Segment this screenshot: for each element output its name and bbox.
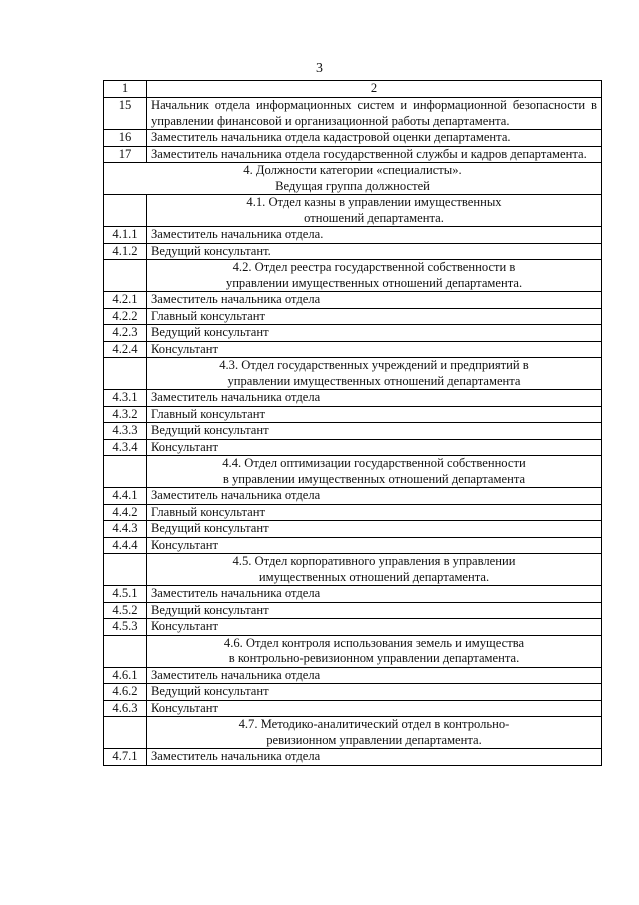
row-number: 4.4.4 (104, 537, 147, 554)
section-heading-row (104, 358, 602, 390)
row-number: 16 (104, 130, 147, 147)
row-number: 4.6.3 (104, 700, 147, 717)
row-number: 15 (104, 98, 147, 130)
row-number: 4.5.1 (104, 586, 147, 603)
row-number: 4.3.2 (104, 406, 147, 423)
table-row (104, 700, 602, 717)
row-text: Главный консультант (147, 504, 602, 521)
table-row (104, 406, 602, 423)
row-number: 4.6.2 (104, 684, 147, 701)
row-text: Заместитель начальника отдела (147, 488, 602, 505)
table-row (104, 439, 602, 456)
row-number: 4.3.1 (104, 390, 147, 407)
row-text: Начальник отдела информационных систем и информационной безопасности в управлении финансовой и организационной работы департамента. (147, 98, 602, 130)
section-heading-row (104, 554, 602, 586)
table-row (104, 423, 602, 440)
row-number: 4.3.3 (104, 423, 147, 440)
section-title (147, 635, 602, 667)
row-text: Ведущий консультант (147, 423, 602, 440)
row-text: Заместитель начальника отдела (147, 292, 602, 309)
section-number-cell (104, 358, 147, 390)
table-row (104, 292, 602, 309)
row-number: 4.2.3 (104, 325, 147, 342)
header-col-1: 1 (104, 81, 147, 98)
section-title-line: отношений департамента. (304, 210, 444, 225)
section-heading-row (104, 635, 602, 667)
table-row (104, 130, 602, 147)
row-text: Консультант (147, 439, 602, 456)
table-row (104, 390, 602, 407)
section-title-line: 4.2. Отдел реестра государственной собственности в (232, 260, 516, 274)
section-title (147, 260, 602, 292)
row-number: 4.2.1 (104, 292, 147, 309)
row-text: Ведущий консультант. (147, 243, 602, 260)
category-heading (104, 163, 602, 195)
table-header-row (104, 81, 602, 98)
section-title-line: ревизионном управлении департамента. (266, 732, 482, 747)
section-title-line: 4.3. Отдел государственных учреждений и предприятий в (219, 358, 529, 372)
section-number-cell (104, 554, 147, 586)
section-title-line: управлении имущественных отношений департамента. (225, 275, 523, 290)
section-heading-row (104, 717, 602, 749)
row-text: Заместитель начальника отдела (147, 586, 602, 603)
section-title (147, 456, 602, 488)
row-text: Ведущий консультант (147, 325, 602, 342)
section-title-line: 4.7. Методико-аналитический отдел в контрольно- (238, 717, 510, 731)
section-number-cell (104, 456, 147, 488)
row-text: Заместитель начальника отдела (147, 390, 602, 407)
row-number: 4.5.3 (104, 619, 147, 636)
section-title-line: в контрольно-ревизионном управлении департамента. (228, 651, 520, 665)
section-number-cell (104, 717, 147, 749)
section-number-cell (104, 195, 147, 227)
table-row (104, 146, 602, 163)
table-row (104, 537, 602, 554)
section-title (147, 554, 602, 586)
table-row (104, 341, 602, 358)
section-title-line: 4.6. Отдел контроля использования земель и имущества (223, 635, 525, 650)
table-row (104, 749, 602, 766)
section-heading-row (104, 456, 602, 488)
row-number: 4.1.2 (104, 243, 147, 260)
table-row (104, 227, 602, 244)
section-title (147, 195, 602, 227)
category-heading-row (104, 163, 602, 195)
section-title-line: 4.5. Отдел корпоративного управления в управлении (232, 554, 516, 568)
row-number: 4.4.1 (104, 488, 147, 505)
section-heading-row (104, 260, 602, 292)
table-row (104, 98, 602, 130)
row-text: Главный консультант (147, 308, 602, 325)
table-row (104, 619, 602, 636)
table-row (104, 488, 602, 505)
table-row (104, 667, 602, 684)
row-text: Заместитель начальника отдела. (147, 227, 602, 244)
row-text: Консультант (147, 341, 602, 358)
section-title (147, 358, 602, 390)
row-text: Ведущий консультант (147, 602, 602, 619)
row-text: Главный консультант (147, 406, 602, 423)
row-number: 4.7.1 (104, 749, 147, 766)
row-number: 17 (104, 146, 147, 163)
row-text: Ведущий консультант (147, 684, 602, 701)
section-heading-row (104, 195, 602, 227)
section-title (147, 717, 602, 749)
row-text: Консультант (147, 619, 602, 636)
row-number: 4.2.4 (104, 341, 147, 358)
row-number: 4.6.1 (104, 667, 147, 684)
row-number: 4.1.1 (104, 227, 147, 244)
section-title-line: 4.4. Отдел оптимизации государственной собственности (222, 456, 526, 470)
row-number: 4.3.4 (104, 439, 147, 456)
table-row (104, 243, 602, 260)
row-number: 4.4.2 (104, 504, 147, 521)
section-title-line: имущественных отношений департамента. (258, 569, 490, 584)
row-text: Заместитель начальника отдела (147, 749, 602, 766)
table-row (104, 325, 602, 342)
page-number: 3 (316, 61, 323, 76)
header-col-2: 2 (147, 81, 602, 98)
table-row (104, 308, 602, 325)
row-text: Консультант (147, 700, 602, 717)
row-number: 4.2.2 (104, 308, 147, 325)
row-number: 4.4.3 (104, 521, 147, 538)
row-text: Заместитель начальника отдела государственной службы и кадров департамента. (147, 146, 602, 163)
table-row (104, 504, 602, 521)
row-text: Заместитель начальника отдела кадастровой оценки департамента. (147, 130, 602, 147)
section-title-line: в управлении имущественных отношений департамента (222, 471, 526, 486)
section-number-cell (104, 260, 147, 292)
row-text: Заместитель начальника отдела (147, 667, 602, 684)
row-text: Консультант (147, 537, 602, 554)
table-row (104, 602, 602, 619)
section-title-line: управлении имущественных отношений департамента (227, 373, 521, 388)
table-row (104, 521, 602, 538)
category-title: 4. Должности категории «специалисты». (243, 163, 462, 177)
positions-table-body (104, 81, 602, 766)
row-text: Ведущий консультант (147, 521, 602, 538)
positions-table (103, 80, 602, 766)
table-row (104, 684, 602, 701)
table-row (104, 586, 602, 603)
section-title-line: 4.1. Отдел казны в управлении имущественных (246, 195, 502, 209)
row-number: 4.5.2 (104, 602, 147, 619)
section-number-cell (104, 635, 147, 667)
category-group: Ведущая группа должностей (275, 178, 430, 193)
